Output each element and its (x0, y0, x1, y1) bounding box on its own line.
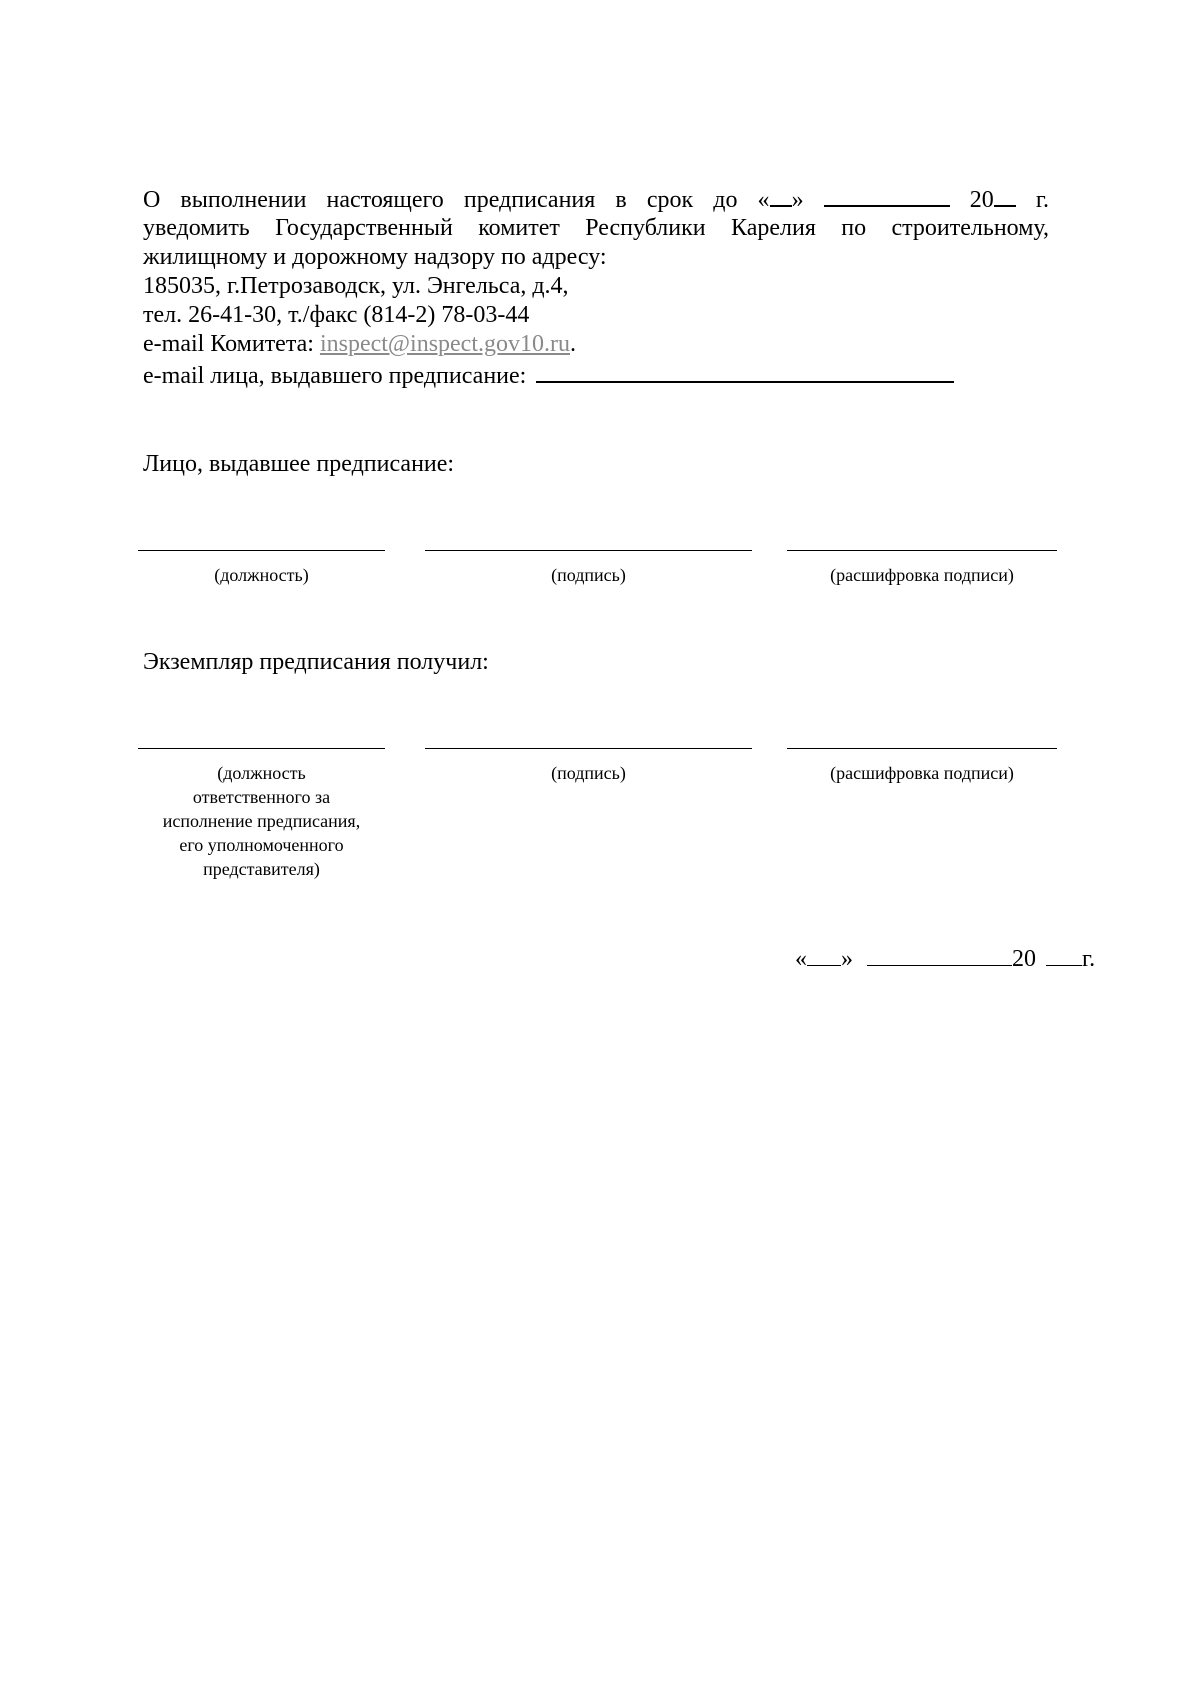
issuer-signature-caption: (подпись) (551, 565, 626, 585)
issuer-position-caption: (должность) (214, 565, 309, 585)
year-blank (994, 185, 1016, 207)
date-block: « » 20 г. (795, 946, 1096, 972)
notice-issuer-email: e-mail лица, выдавшего предписание: (143, 359, 1049, 391)
issuer-signature-line[interactable] (425, 550, 752, 551)
issuer-decode-line[interactable] (787, 550, 1057, 551)
receiver-signature-caption: (подпись) (551, 763, 626, 783)
day-blank (770, 185, 792, 207)
notice-phone: тел. 26-41-30, т./факс (814-2) 78-03-44 (143, 302, 530, 328)
notice-address: 185035, г.Петрозаводск, ул. Энгельса, д.4, (143, 273, 569, 299)
issuer-heading: Лицо, выдавшее предписание: (143, 451, 455, 477)
date-month-blank[interactable] (867, 945, 1012, 966)
receiver-position-caption: (должность ответственного за исполнение предписания, его уполномоченного представителя) (162, 763, 361, 879)
receiver-decode-caption: (расшифровка подписи) (830, 763, 1014, 783)
issuer-position-line[interactable] (138, 550, 385, 551)
receiver-position-line[interactable] (138, 748, 385, 749)
receiver-decode-line[interactable] (787, 748, 1057, 749)
date-day-blank[interactable] (807, 945, 841, 966)
issuer-decode-caption: (расшифровка подписи) (830, 565, 1014, 585)
notice-email: e-mail Комитета: inspect@inspect.gov10.ru. (143, 331, 576, 357)
receiver-signature-line[interactable] (425, 748, 752, 749)
notice-line-3: жилищному и дорожному надзору по адресу: (143, 244, 607, 270)
date-year-blank[interactable] (1046, 945, 1082, 966)
receiver-heading: Экземпляр предписания получил: (143, 649, 489, 675)
notice-line-1: О выполнении настоящего предписания в срок до « » 20 г. (143, 187, 1050, 213)
committee-email-link[interactable]: inspect@inspect.gov10.ru (319, 331, 570, 357)
month-blank (824, 185, 950, 207)
notice-line-2: уведомить Государственный комитет Республики Карелия по строительному, (143, 215, 1049, 241)
issuer-email-field[interactable] (536, 359, 954, 383)
